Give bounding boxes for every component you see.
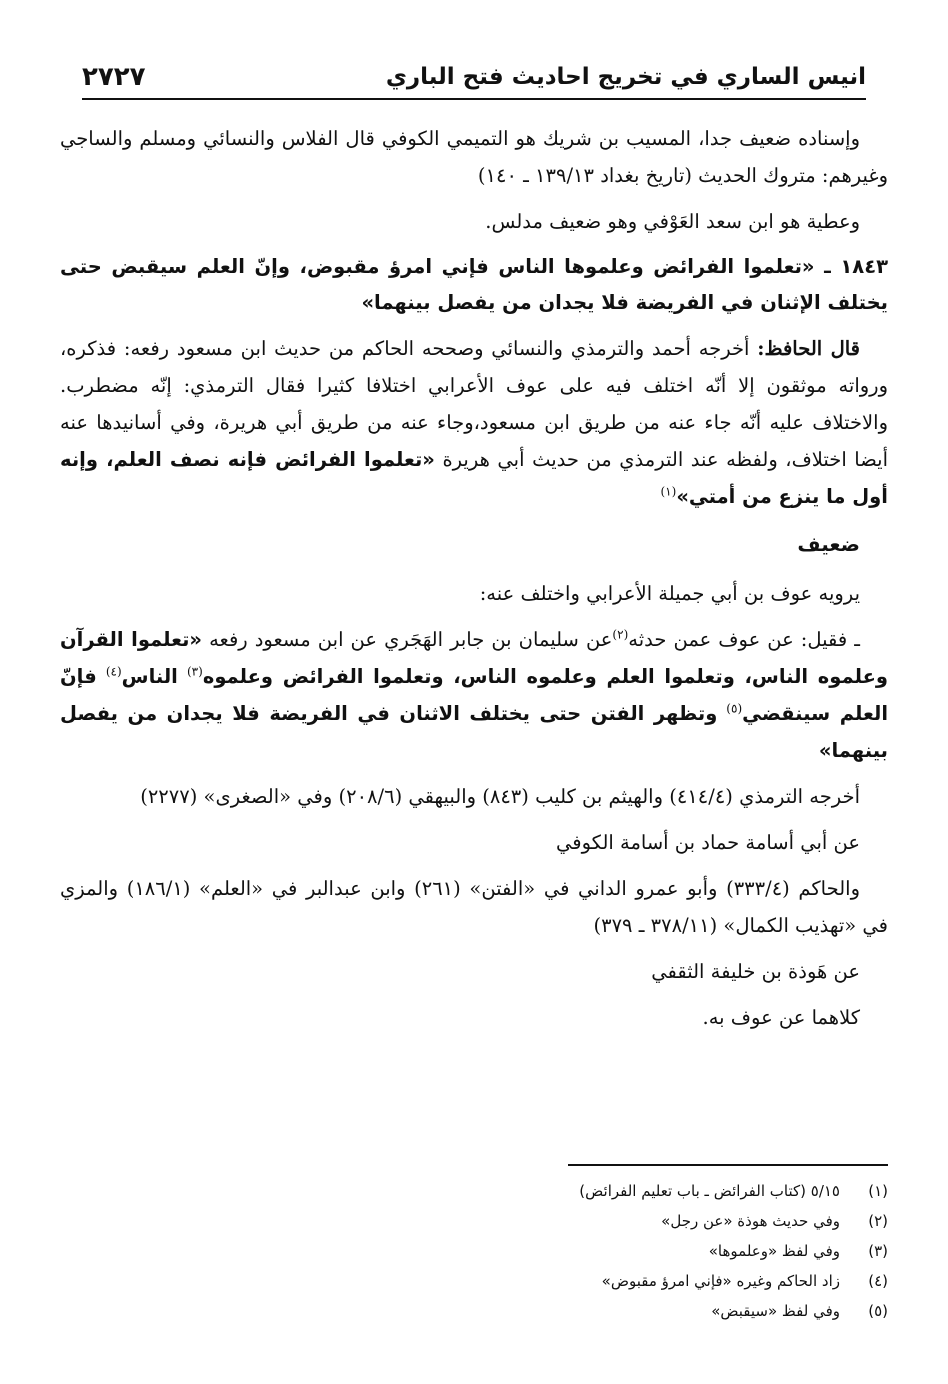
verdict: ضعيف [797, 531, 860, 556]
paragraph-kilahuma: كلاهما عن عوف به. [702, 1005, 860, 1029]
footnote-text: وفي حديث هوذة «عن رجل» [661, 1212, 840, 1230]
footnote [60, 1206, 888, 1236]
quote-part-2: الناس [121, 664, 178, 688]
qil-mid: عن سليمان بن جابر الهَجَري عن ابن مسعود رفعه [209, 627, 613, 651]
paragraph-isnad-weak: وإسناده ضعيف جدا، المسيب بن شريك هو التميمي الكوفي قال الفلاس والنسائي ومسلم والساجي وغيرهم: متروك الحديث (تاريخ بغداد ١٣٩/١٣ ـ ١٤٠) [60, 127, 888, 188]
page-number: ٢٧٢٧ [82, 62, 146, 92]
footnote-number: (٤) [868, 1272, 888, 1290]
footnote [60, 1236, 888, 1266]
footnote-number: (١) [868, 1182, 888, 1200]
paragraph-hafiz [60, 330, 888, 515]
hafiz-label: قال الحافظ: [757, 337, 861, 361]
paragraph-takhrij-1: أخرجه الترمذي (٤١٤/٤) والهيثم بن كليب (٨٤٣) والبيهقي (٢٠٨/٦) وفي «الصغرى» (٢٢٧٧) [140, 784, 860, 808]
footnote-text: وفي لفظ «وعلموها» [708, 1242, 840, 1260]
footnote-number: (٢) [868, 1212, 888, 1230]
footnote-ref-1: (١) [660, 484, 677, 499]
hadith-text: «تعلموا الفرائض وعلموها الناس فإني امرؤ مقبوض، وإنّ العلم سيقبض حتى يختلف الإثنان في الفريضة فلا يجدان من يفصل بينهما» [60, 255, 888, 315]
footnote-ref-4: (٤) [105, 664, 122, 679]
footnote [60, 1296, 888, 1326]
paragraph-atiyya: وعطية هو ابن سعد العَوْفي وهو ضعيف مدلس. [485, 210, 860, 234]
footnote-text: وفي لفظ «سيقبض» [711, 1302, 840, 1320]
paragraph-hawdha: عن هَوذة بن خليفة الثقفي [651, 959, 860, 983]
hadith-number: ١٨٤٣ ـ [824, 255, 888, 279]
paragraph-awf: يرويه عوف بن أبي جميلة الأعرابي واختلف عنه: [479, 581, 860, 605]
footnote-ref-3: (٣) [186, 664, 203, 679]
footnote-number: (٣) [868, 1242, 888, 1260]
page-body [60, 120, 888, 1045]
footnote-number: (٥) [868, 1302, 888, 1320]
hafiz-quote: «تعلموا الفرائض فإنه نصف العلم، وإنه أول ما ينزع من أمتي» [60, 448, 888, 509]
quote-part-3: فإنّ العلم سينقضي [60, 664, 889, 725]
page-header [82, 58, 866, 100]
footnote-divider [568, 1164, 888, 1166]
footnote-text: زاد الحاكم وغيره «فإني امرؤ مقبوض» [601, 1272, 840, 1290]
hafiz-text: أخرجه أحمد والترمذي والنسائي وصححه الحاكم من حديث ابن مسعود رفعه: فذكره، ورواته موثقون إلا أنّه اختلف فيه على عوف الأعرابي اختلافا كثيرا فقال الترمذي: إنّه مضطرب. والاختلاف عليه أنّه جاء عنه من طريق ابن مسعود،وجاء عنه من طريق أبي هريرة، وفي أسانيدها عنه أيضا اختلاف، ولفظه عند الترمذي من حديث أبي هريرة [60, 337, 889, 472]
paragraph-qil [60, 621, 888, 769]
footnote [60, 1176, 888, 1206]
quote-part-4: وتظهر الفتن حتى يختلف الاثنان في الفريضة فلا يجدان من يفصل بينهما» [60, 701, 888, 762]
paragraph-abu-usama: عن أبي أسامة حماد بن أسامة الكوفي [556, 830, 860, 854]
running-title: انيس الساري في تخريج احاديث فتح الباري [385, 64, 866, 90]
footnote-ref-2: (٢) [612, 627, 629, 642]
qil-start: ـ فقيل: عن عوف عمن حدثه [628, 627, 860, 651]
paragraph-takhrij-2: والحاكم (٣٣٣/٤) وأبو عمرو الداني في «الفتن» (٢٦١) وابن عبدالبر في «العلم» (١٨٦/١) والمزي في «تهذيب الكمال» (٣٧٨/١١ ـ ٣٧٩) [60, 876, 888, 937]
footnote-text: ٥/١٥ (كتاب الفرائض ـ باب تعليم الفرائض) [579, 1182, 840, 1200]
hadith-heading [60, 249, 888, 321]
footnote-ref-5: (٥) [726, 701, 743, 716]
footnote [60, 1266, 888, 1296]
footnotes [60, 1176, 888, 1326]
quote-part-1: «تعلموا القرآن وعلموه الناس، وتعلموا العلم وعلموه الناس، وتعلموا الفرائض وعلموه [60, 627, 889, 688]
